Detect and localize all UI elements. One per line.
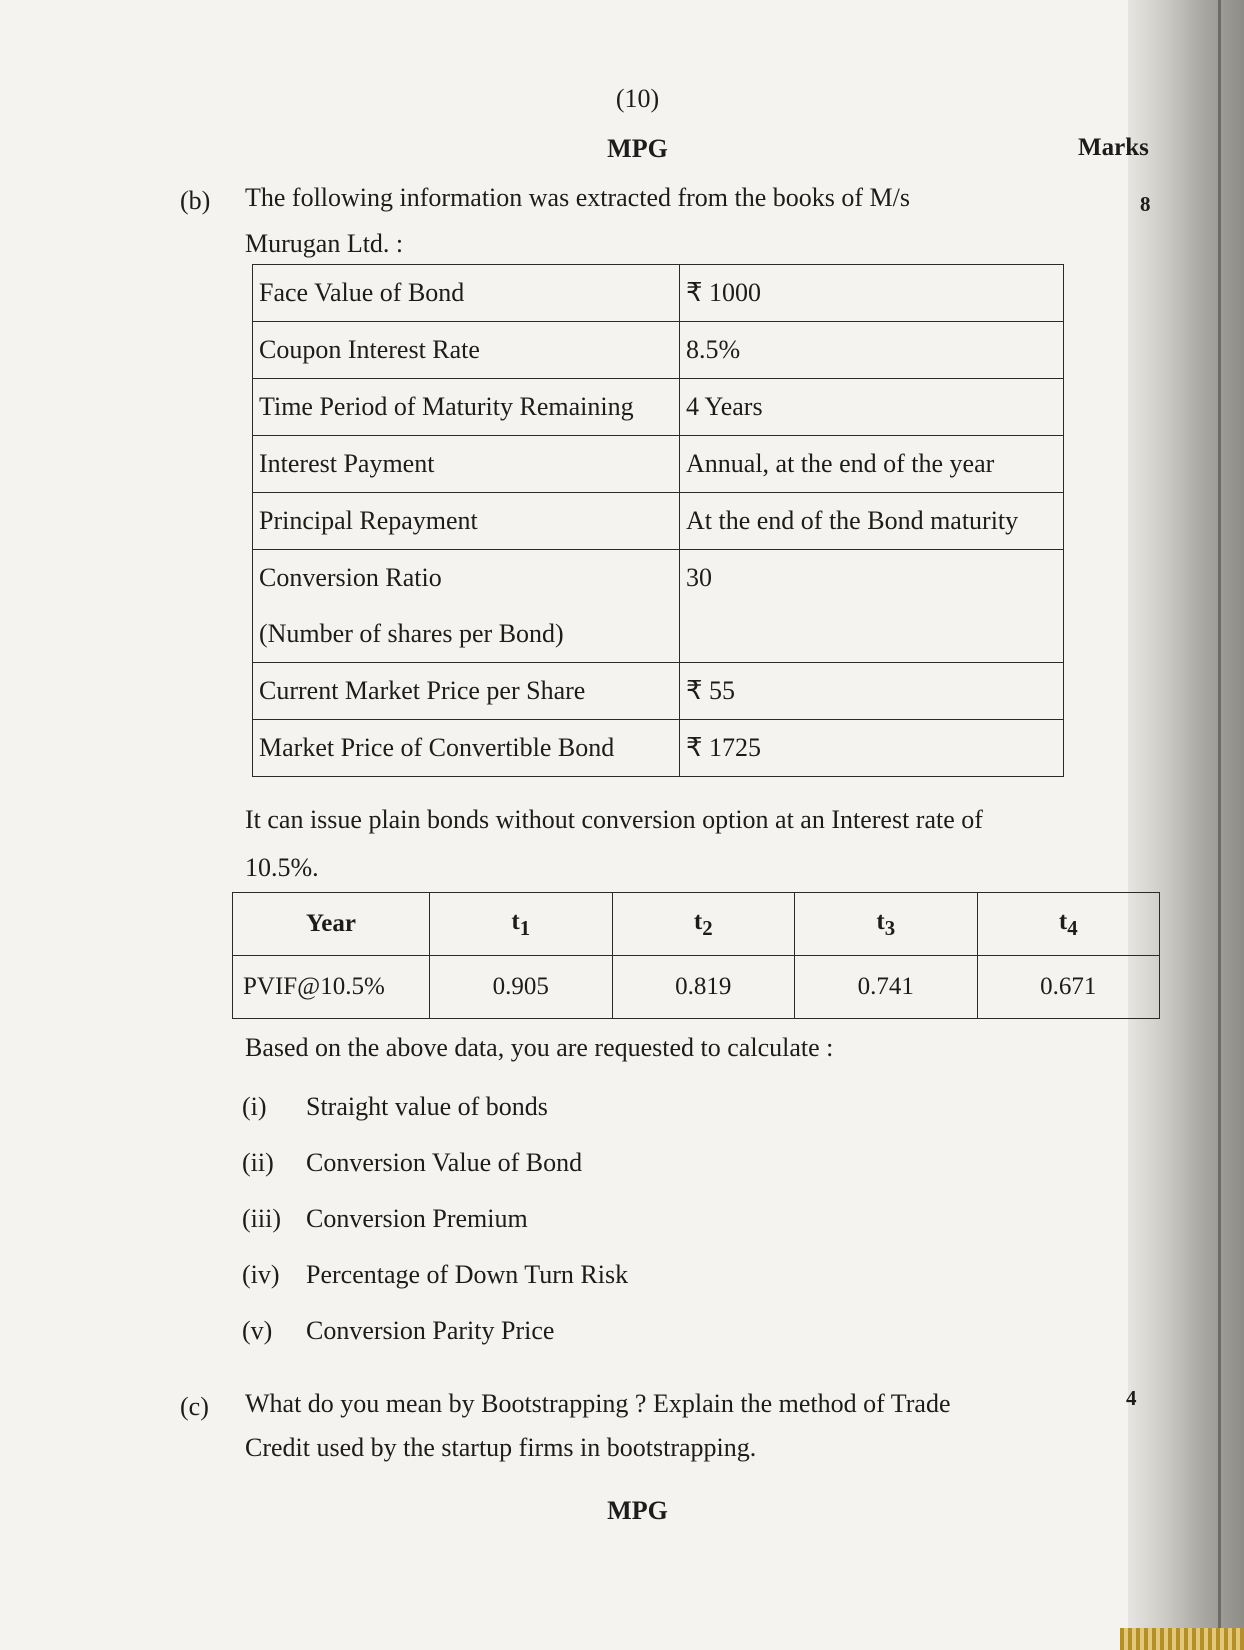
plain-bond-line1: It can issue plain bonds without conversion option at an Interest rate of bbox=[245, 805, 983, 834]
bond-field-label: Face Value of Bond bbox=[259, 278, 465, 307]
pvif-value: 0.741 bbox=[795, 956, 978, 1019]
table-row bbox=[233, 893, 1160, 956]
pvif-year-symbol: t bbox=[876, 907, 885, 935]
list-item-number: (v) bbox=[242, 1316, 273, 1345]
bond-field-value: ₹ 1000 bbox=[686, 278, 762, 307]
marks-heading: Marks bbox=[1078, 134, 1149, 161]
bond-field-label: Coupon Interest Rate bbox=[259, 335, 480, 364]
header-paper-code: MPG bbox=[607, 134, 668, 163]
page-number: (10) bbox=[615, 84, 660, 113]
question-c-line1: What do you mean by Bootstrapping ? Explain the method of Trade bbox=[245, 1389, 951, 1418]
list-item bbox=[242, 1260, 628, 1290]
bond-field-value: ₹ 1725 bbox=[686, 733, 762, 762]
list-item bbox=[242, 1092, 548, 1122]
list-item-number: (iii) bbox=[242, 1204, 281, 1233]
question-c-line2: Credit used by the startup firms in bootstrapping. bbox=[245, 1433, 757, 1462]
pvif-row-label: PVIF@10.5% bbox=[233, 956, 430, 1019]
question-c-label: (c) bbox=[180, 1392, 209, 1421]
list-item-text: Straight value of bonds bbox=[306, 1092, 548, 1121]
bond-field-label: Interest Payment bbox=[259, 449, 435, 478]
bond-field-value: 4 Years bbox=[686, 392, 763, 421]
pvif-year-subscript: 1 bbox=[519, 915, 531, 940]
pvif-year-subscript: 3 bbox=[884, 915, 896, 940]
pvif-value: 0.819 bbox=[612, 956, 795, 1019]
question-b-intro-line2: Murugan Ltd. : bbox=[245, 229, 404, 258]
table-row bbox=[253, 436, 1064, 493]
bond-field-value: 8.5% bbox=[686, 335, 741, 364]
question-b-marks: 8 bbox=[1140, 192, 1151, 216]
request-text: Based on the above data, you are requested to calculate : bbox=[245, 1033, 834, 1062]
question-c-marks: 4 bbox=[1126, 1386, 1137, 1410]
list-item-text: Conversion Value of Bond bbox=[306, 1148, 583, 1177]
list-item bbox=[242, 1148, 582, 1178]
list-item-text: Conversion Parity Price bbox=[306, 1316, 555, 1345]
bond-field-value: Annual, at the end of the year bbox=[686, 449, 995, 478]
list-item-text: Percentage of Down Turn Risk bbox=[306, 1260, 629, 1289]
pvif-year-header bbox=[977, 893, 1160, 956]
bond-field-label-sub: (Number of shares per Bond) bbox=[259, 619, 564, 648]
footer-paper-code: MPG bbox=[607, 1496, 668, 1525]
bond-details-table bbox=[252, 264, 1064, 777]
table-row bbox=[253, 493, 1064, 550]
table-row bbox=[253, 322, 1064, 379]
list-item-number: (ii) bbox=[242, 1148, 274, 1177]
question-b-intro-line1: The following information was extracted from the books of M/s bbox=[245, 183, 911, 212]
pvif-value: 0.905 bbox=[430, 956, 613, 1019]
bond-field-label: Conversion Ratio bbox=[259, 563, 442, 592]
pvif-year-subscript: 4 bbox=[1067, 915, 1078, 940]
table-row bbox=[253, 265, 1064, 322]
list-item-number: (iv) bbox=[242, 1260, 280, 1289]
pvif-year-symbol: t bbox=[511, 907, 520, 935]
bond-field-value: At the end of the Bond maturity bbox=[686, 506, 1019, 535]
pvif-year-header bbox=[430, 893, 613, 956]
pvif-year-symbol: t bbox=[1058, 907, 1068, 935]
pvif-header-label: Year bbox=[233, 893, 430, 956]
table-row bbox=[253, 379, 1064, 436]
pvif-year-subscript: 2 bbox=[702, 915, 713, 940]
table-row bbox=[233, 956, 1160, 1019]
pvif-table bbox=[232, 892, 1160, 1019]
table-row bbox=[253, 550, 1064, 663]
table-row bbox=[253, 663, 1064, 720]
bond-field-label: Current Market Price per Share bbox=[259, 676, 586, 705]
bond-field-label: Market Price of Convertible Bond bbox=[259, 733, 615, 762]
page-edge-shadow bbox=[1128, 0, 1244, 1650]
pvif-year-symbol: t bbox=[693, 907, 703, 935]
question-b-label: (b) bbox=[180, 186, 211, 215]
page-stack-edge bbox=[1120, 1628, 1244, 1650]
list-item bbox=[242, 1316, 554, 1346]
bond-field-label: Time Period of Maturity Remaining bbox=[259, 392, 634, 421]
bond-field-label: Principal Repayment bbox=[259, 506, 478, 535]
bond-field-value: 30 bbox=[686, 563, 712, 592]
table-row bbox=[253, 720, 1064, 777]
pvif-year-header bbox=[795, 893, 978, 956]
list-item-text: Conversion Premium bbox=[306, 1204, 528, 1233]
pvif-year-header bbox=[612, 893, 795, 956]
bond-field-value: ₹ 55 bbox=[686, 676, 736, 705]
list-item bbox=[242, 1204, 528, 1234]
page-binding-line bbox=[1218, 0, 1221, 1650]
plain-bond-line2: 10.5%. bbox=[245, 853, 319, 882]
list-item-number: (i) bbox=[242, 1092, 267, 1121]
pvif-value: 0.671 bbox=[977, 956, 1160, 1019]
